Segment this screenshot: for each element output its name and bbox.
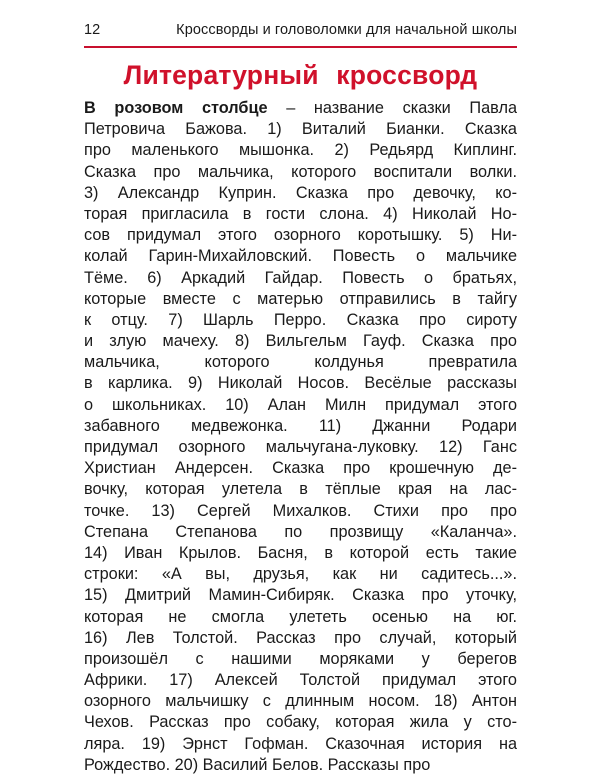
- body-line-text: – название сказки Павла: [267, 99, 517, 117]
- body-line: придумал озорного мальчугана-луковку. 12) Ганс: [84, 438, 517, 456]
- body-line: и злую мачеху. 8) Вильгельм Гауф. Сказка про: [84, 332, 517, 351]
- body-line: колай Гарин-Михайловский. Повесть о мальчике: [84, 247, 517, 266]
- body-line: Чехов. Рассказ про собаку, которая жила у сто-: [84, 713, 517, 732]
- body-line: в карлика. 9) Николай Носов. Весёлые рассказы: [84, 374, 517, 393]
- body-line: которые вместе с матерью отправились в тайгу: [84, 289, 517, 308]
- page-number: 12: [84, 22, 101, 38]
- body-line: произошёл с нашими моряками у берегов: [84, 649, 517, 668]
- body-line: 3) Александр Куприн. Сказка про девочку, ко-: [84, 183, 517, 202]
- running-title: Кроссворды и головоломки для начальной школы: [176, 22, 517, 38]
- body-line: забавного медвежонка. 11) Джанни Родари: [84, 416, 517, 435]
- body-line: вочку, которая улетела в тёплые края на лас-: [84, 480, 517, 499]
- body-line: озорного мальчишку с длинным носом. 18) Антон: [84, 692, 517, 711]
- body-line: о школьниках. 10) Алан Милн придумал этого: [84, 395, 517, 414]
- lead-phrase: В розовом столбце: [84, 99, 268, 117]
- body-line: мальчика, которого колдунья превратила: [84, 353, 517, 372]
- body-line: Африки. 17) Алексей Толстой придумал этого: [84, 671, 517, 690]
- body-line: Сказка про мальчика, которого воспитали волки.: [84, 162, 517, 181]
- body-line: строки: «А вы, друзья, как ни садитесь...».: [84, 565, 517, 584]
- body-line: Христиан Андерсен. Сказка про крошечную де-: [84, 459, 517, 478]
- running-header: [84, 22, 517, 46]
- body-line: которая не смогла улететь осенью на юг.: [84, 607, 517, 626]
- article-title: Литературный кроссворд: [123, 60, 478, 90]
- body-line: [84, 98, 517, 119]
- body-line: сов придумал этого озорного коротышку. 5) Ни-: [84, 226, 517, 245]
- body-line: 16) Лев Толстой. Рассказ про случай, который: [84, 628, 517, 647]
- body-line: Тёме. 6) Аркадий Гайдар. Повесть о братьях,: [84, 268, 517, 287]
- body-line: Рождество. 20) Василий Белов. Рассказы про: [84, 755, 431, 774]
- header-rule: [84, 46, 517, 48]
- body-line: Степана Степанова по прозвищу «Каланча».: [84, 522, 517, 541]
- body-line: Петровича Бажова. 1) Виталий Бианки. Сказка: [84, 120, 517, 139]
- body-line: про маленького мышонка. 2) Редьярд Киплинг.: [84, 141, 517, 160]
- body-line: торая пригласила в гости слона. 4) Николай Но-: [84, 204, 517, 223]
- body-line: точке. 13) Сергей Михалков. Стихи про про: [84, 501, 517, 520]
- article-body: [84, 98, 517, 776]
- body-line: 14) Иван Крылов. Басня, в которой есть такие: [84, 543, 517, 562]
- body-line: 15) Дмитрий Мамин-Сибиряк. Сказка про уточку,: [84, 586, 517, 605]
- body-line: ляра. 19) Эрнст Гофман. Сказочная история на: [84, 734, 517, 753]
- body-line: к отцу. 7) Шарль Перро. Сказка про сироту: [84, 310, 517, 329]
